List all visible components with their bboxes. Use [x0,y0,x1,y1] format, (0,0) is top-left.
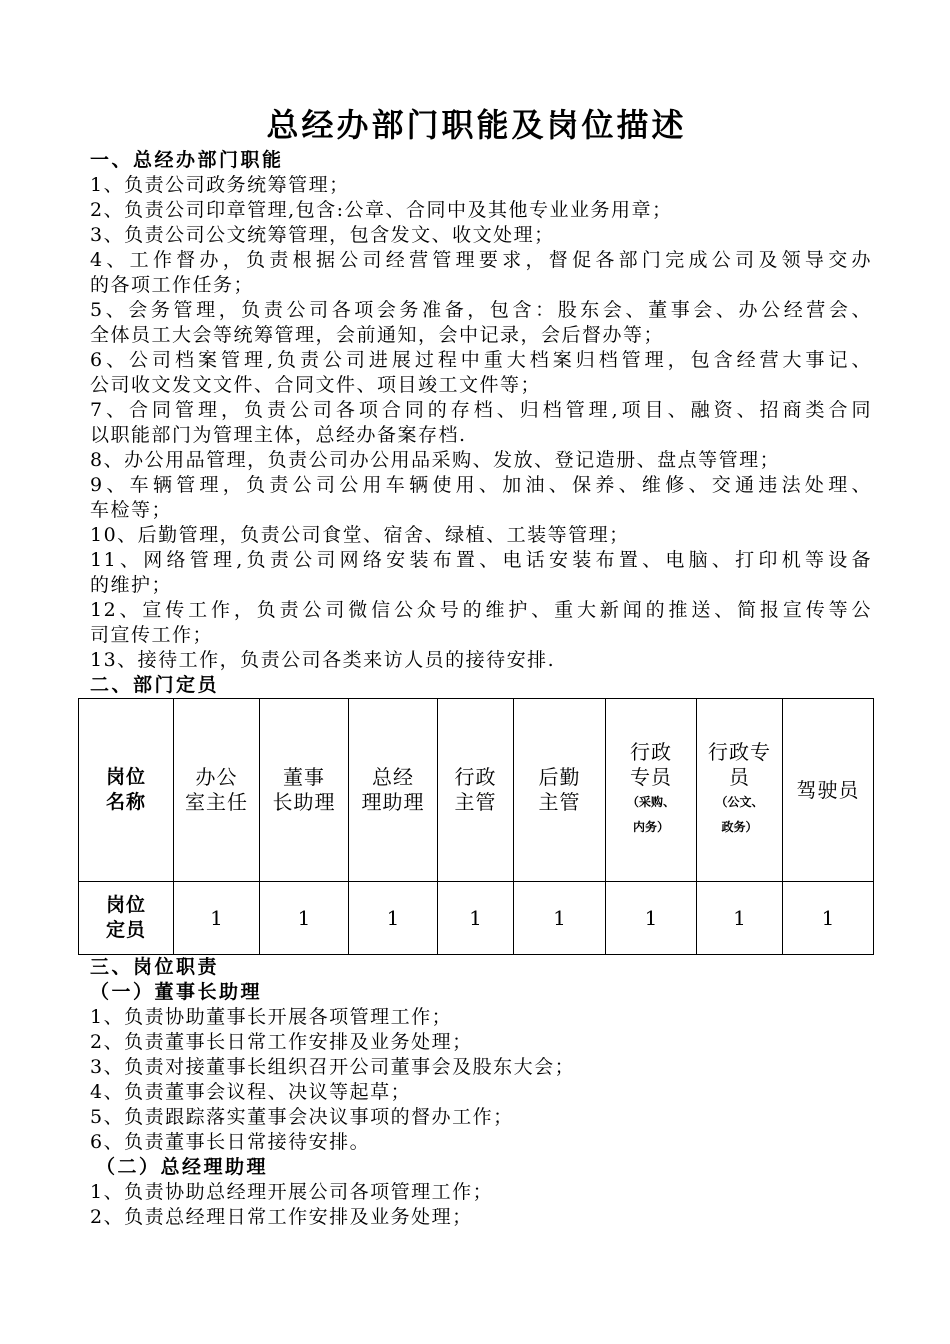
position-name-line: 办公 [195,765,238,789]
section-1-heading: 一、总经办部门职能 [90,149,284,171]
position-name-office-director [174,699,260,882]
position-name-line: 行政 [630,740,672,764]
position-name-line: 员 [729,765,750,789]
function-item-4-line-1: 4、工作督办，负责根据公司经营管理要求，督促各部门完成公司及领导交办 [90,249,872,271]
position-name-line: 后勤 [538,765,581,789]
function-item-8-line-1: 8、办公用品管理，负责公司办公用品采购、发放、登记造册、盘点等管理； [90,449,781,471]
section-department-functions [90,148,872,673]
function-item-12 [90,598,872,648]
chairman-assistant-duty-5: 5、负责跟踪落实董事会决议事项的督办工作； [90,1106,514,1128]
section-3-heading: 三、岗位职责 [90,956,220,978]
subsection-2-heading: （二）总经理助理 [96,1156,269,1178]
row-header-position-name [79,699,174,882]
function-item-12-line-1: 12、宣传工作，负责公司微信公众号的维护、重大新闻的推送、简报宣传等公 [90,599,872,621]
position-note-line: 内务） [632,820,669,834]
position-name-admin-specialist-documents [697,699,783,882]
staffing-table-body [79,699,874,955]
function-item-4 [90,248,872,298]
position-name-line: 理助理 [361,790,425,814]
headcount-admin-supervisor: 1 [438,882,514,955]
function-item-12-line-2: 司宣传工作； [90,624,214,646]
position-name-gm-assistant [349,699,438,882]
function-item-3-line-1: 3、负责公司公文统筹管理，包含发文、收文处理； [90,224,555,246]
position-name-line: 总经 [372,765,414,789]
position-name-line: 室主任 [185,790,248,814]
function-item-6-line-1: 6、公司档案管理,负责公司进展过程中重大档案归档管理，包含经营大事记、 [90,349,872,371]
chairman-assistant-duty-1: 1、负责协助董事长开展各项管理工作； [90,1006,453,1028]
function-item-13-line-1: 13、接待工作，负责公司各类来访人员的接待安排. [90,649,556,671]
gm-assistant-duty-1: 1、负责协助总经理开展公司各项管理工作； [90,1181,494,1203]
document-title: 总经办部门职能及岗位描述 [266,106,687,144]
function-item-3 [90,223,872,248]
headcount-row [79,882,874,955]
headcount-admin-specialist-procurement: 1 [606,882,697,955]
section-job-responsibilities [90,955,872,1230]
function-item-13 [90,648,872,673]
function-item-5-line-1: 5、会务管理，负责公司各项会务准备，包含：股东会、董事会、办公经营会、 [90,299,872,321]
function-item-6 [90,348,872,398]
headcount-admin-specialist-documents: 1 [697,882,783,955]
position-note-line: 政务） [721,820,758,834]
position-note-line: （公文、 [715,795,764,809]
document-body [90,148,872,1230]
function-item-7-line-1: 7、合同管理，负责公司各项合同的存档、归档管理,项目、融资、招商类合同 [90,399,872,421]
function-item-7 [90,398,872,448]
function-item-9-line-2: 车检等； [90,499,173,521]
position-name-admin-supervisor [438,699,514,882]
function-item-7-line-2: 以职能部门为管理主体，总经办备案存档. [90,424,467,446]
function-item-9 [90,473,872,523]
position-name-line: 行政专 [708,740,771,764]
position-note-line: （采购、 [626,795,675,809]
function-item-8 [90,448,872,473]
headcount-gm-assistant: 1 [349,882,438,955]
position-name-line: 长助理 [272,790,336,814]
section-department-staffing [90,673,872,955]
position-name-admin-specialist-procurement [606,699,697,882]
row-header-headcount-line-2: 定员 [105,919,146,941]
headcount-logistics-supervisor: 1 [514,882,606,955]
function-item-11-line-2: 的维护； [90,574,173,596]
headcount-chairman-assistant: 1 [260,882,349,955]
position-name-line: 专员 [630,765,672,789]
position-name-line: 主管 [454,790,497,814]
chairman-assistant-duty-3: 3、负责对接董事长组织召开公司董事会及股东大会； [90,1056,576,1078]
row-header-headcount [79,882,174,955]
function-item-2 [90,198,872,223]
function-item-4-line-2: 的各项工作任务； [90,274,255,296]
function-item-5 [90,298,872,348]
function-item-5-line-2: 全体员工大会等统筹管理，会前通知，会中记录，会后督办等； [90,324,665,346]
chairman-assistant-duty-4: 4、负责董事会议程、决议等起草； [90,1081,412,1103]
position-name-line: 董事 [283,765,325,789]
function-item-1-line-1: 1、负责公司政务统筹管理； [90,174,350,196]
position-name-logistics-supervisor [514,699,606,882]
subsection-1-heading: （一）董事长助理 [90,981,263,1003]
position-name-driver [783,699,874,882]
chairman-assistant-duty-2: 2、负责董事长日常工作安排及业务处理； [90,1031,473,1053]
function-item-11 [90,548,872,598]
function-item-10 [90,523,872,548]
headcount-driver: 1 [783,882,874,955]
position-name-line: 主管 [538,790,581,814]
position-name-chairman-assistant [260,699,349,882]
position-name-row [79,699,874,882]
staffing-table [78,698,874,955]
subsection-gm-assistant [90,1155,872,1230]
headcount-office-director: 1 [174,882,260,955]
section-2-heading: 二、部门定员 [90,674,220,696]
chairman-assistant-duty-6: 6、负责董事长日常接待安排。 [90,1131,371,1153]
function-item-10-line-1: 10、后勤管理，负责公司食堂、宿舍、绿植、工装等管理； [90,524,630,546]
position-name-line: 行政 [454,765,497,789]
row-header-position-name-line-2: 名称 [105,791,146,813]
function-item-6-line-2: 公司收文发文文件、合同文件、项目竣工文件等； [90,374,542,396]
subsection-chairman-assistant [90,980,872,1155]
row-header-position-name-line-1: 岗位 [105,766,146,788]
function-item-1 [90,173,872,198]
row-header-headcount-line-1: 岗位 [105,894,146,916]
position-name-line: 驾驶员 [796,777,860,802]
function-item-9-line-1: 9、车辆管理，负责公司公用车辆使用、加油、保养、维修、交通违法处理、 [90,474,872,496]
function-item-2-line-1: 2、负责公司印章管理,包含:公章、合同中及其他专业业务用章； [90,199,673,221]
gm-assistant-duty-2: 2、负责总经理日常工作安排及业务处理； [90,1206,473,1228]
function-item-11-line-1: 11、网络管理,负责公司网络安装布置、电话安装布置、电脑、打印机等设备 [90,549,872,571]
